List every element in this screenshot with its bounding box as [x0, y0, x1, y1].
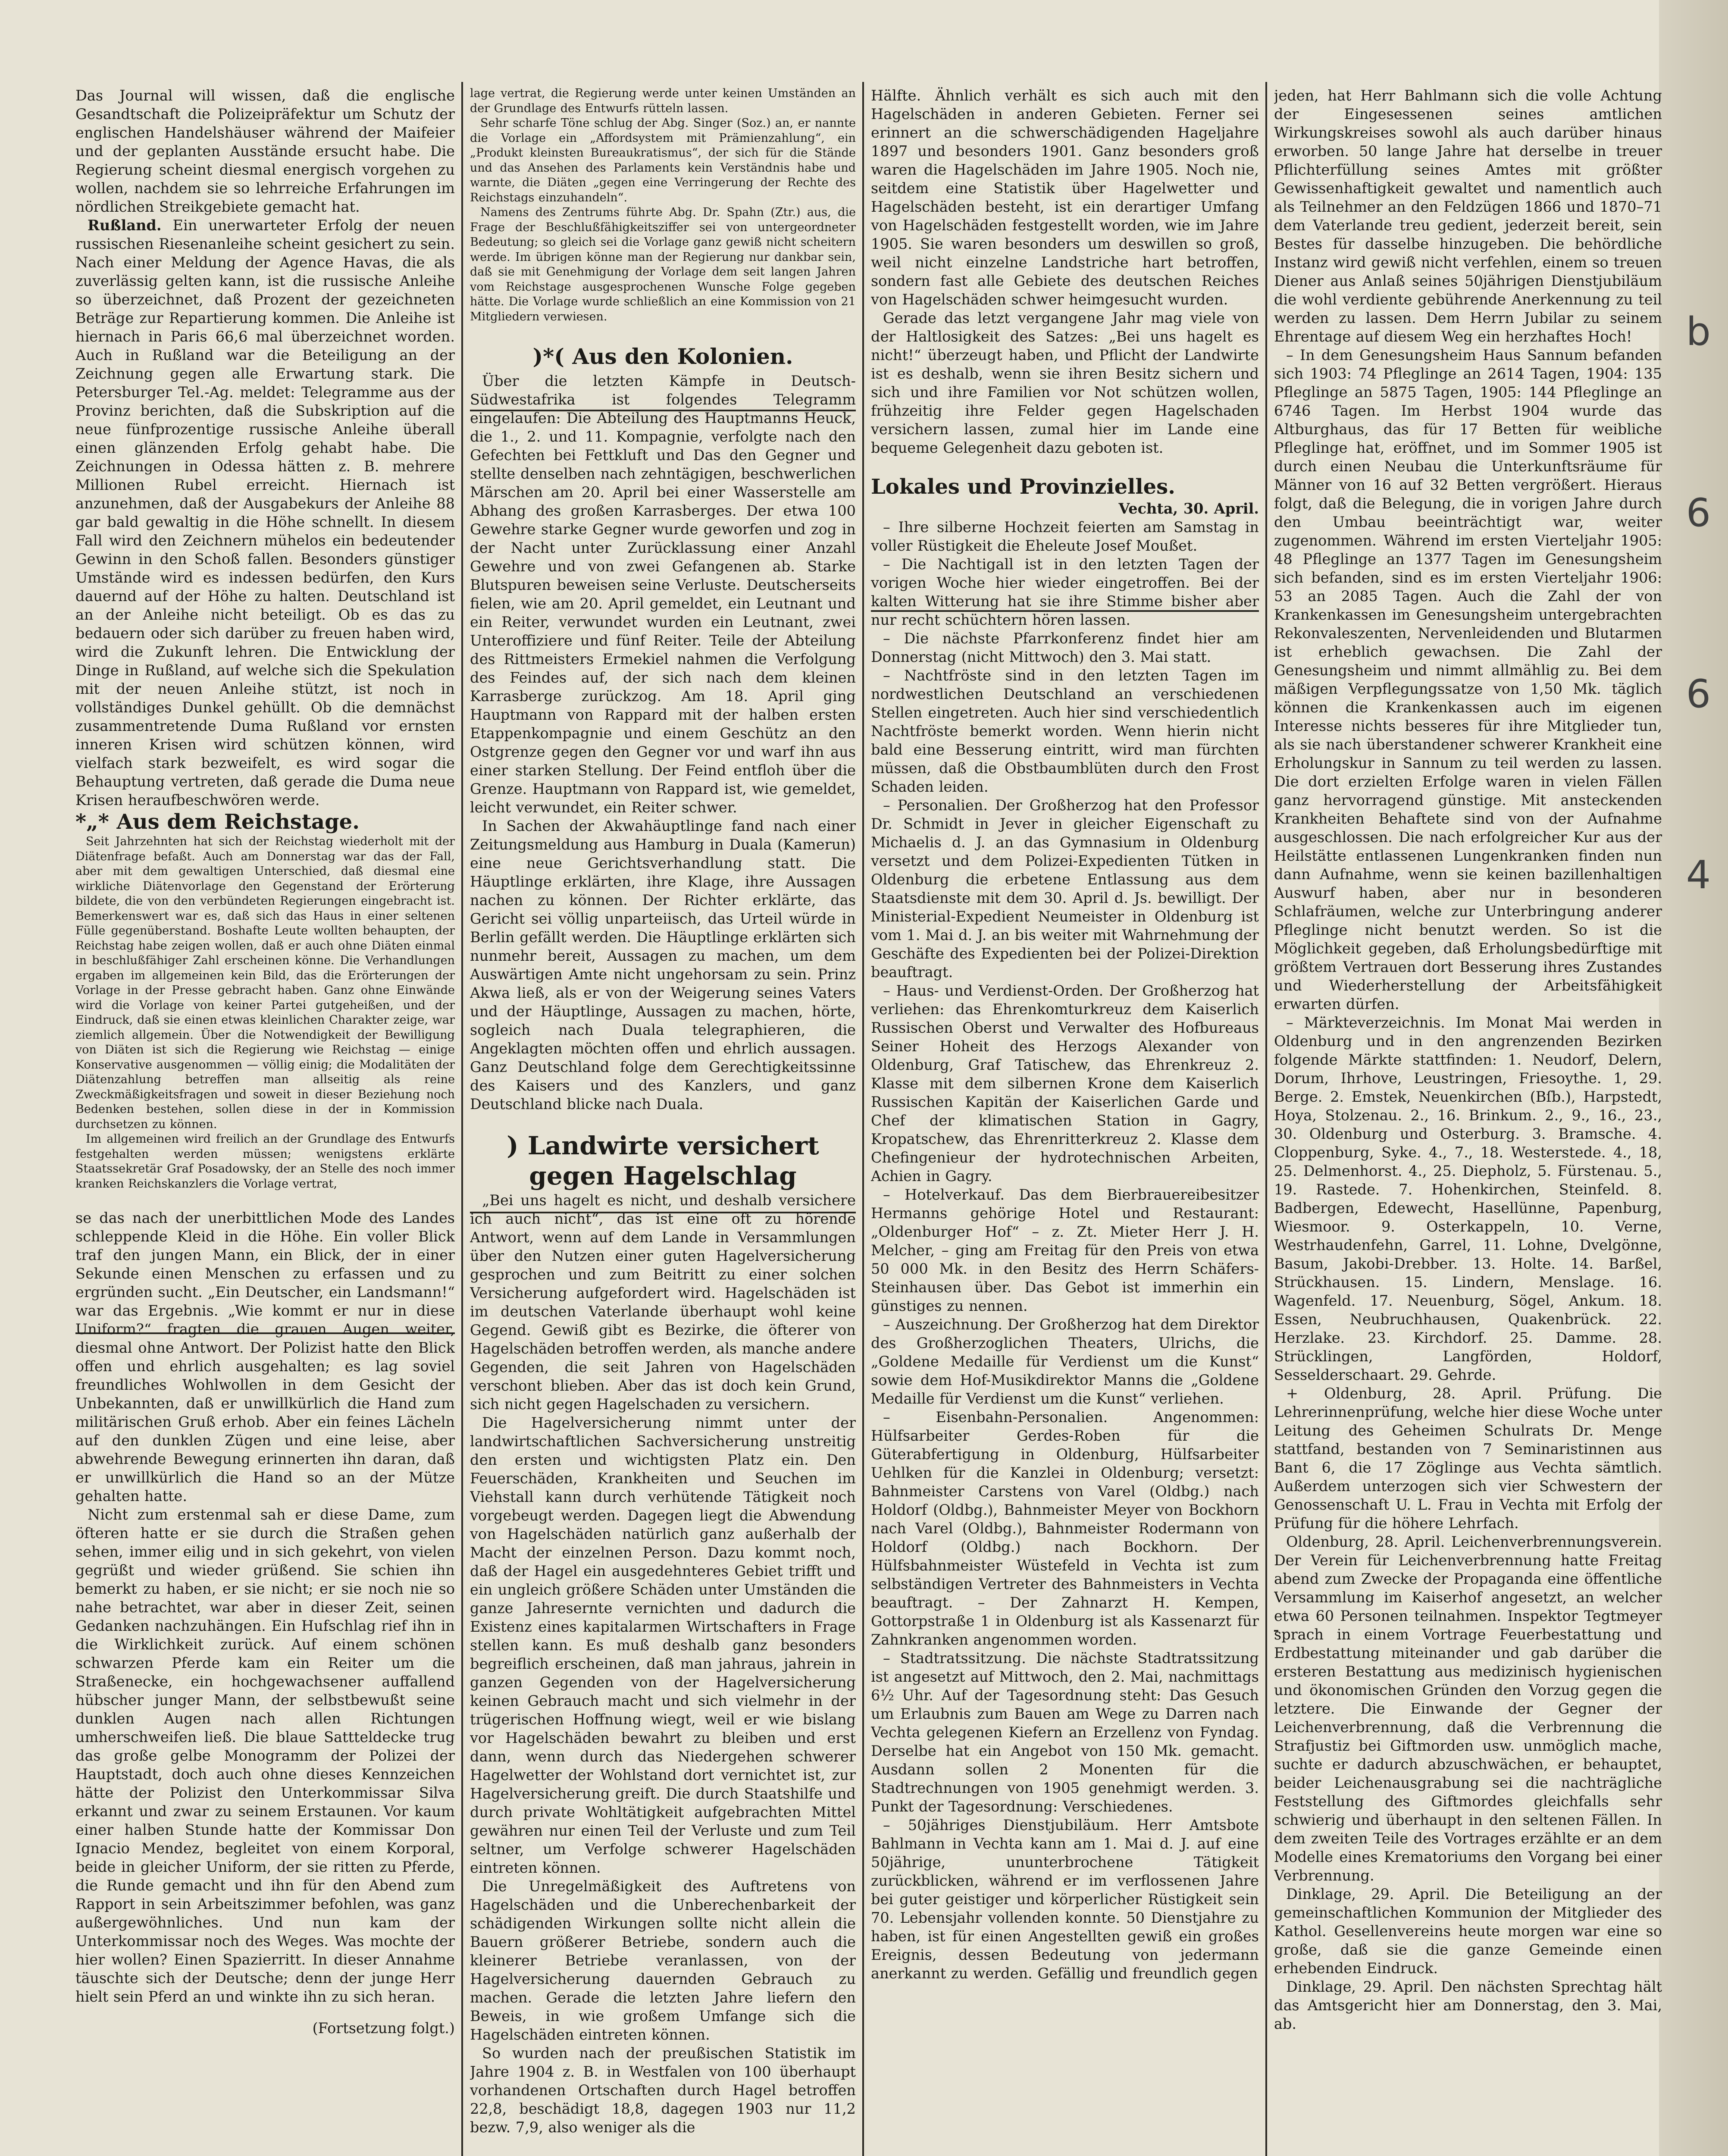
news-item: + Oldenburg, 28. April. Prüfung. Die Lehrerinnenprüfung, welche hier diese Woche unter Leitung des Geheimen Schulrats Dr. Menge stattfand, bestanden von 7 Seminaristinnen aus Bant 6, die 17 Zöglinge aus Vechta sämtlich. Außerdem unterzogen sich vier Schwestern der Genossenschaft U. L. Frau in Vechta mit Erfolg der Prüfung für die höhere Lehrfach. [1274, 1385, 1662, 1532]
newspaper-page [75, 78, 1671, 2156]
column-4 [1274, 86, 1662, 2156]
article-paragraph: Das Journal will wissen, daß die englische Gesandtschaft die Polizeipräfektur um Schutz der englischen Handelshäuser während der Maifeier und der geplanten Ausstände ersucht habe. Die Regierung scheint diesmal energisch vorgehen zu wollen, nachdem sie so lehrreiche Erfahrungen im nördlichen Streikgebiete gemacht hat. [75, 87, 455, 215]
news-item: Dinklage, 29. April. Den nächsten Sprechtag hält das Amtsgericht hier am Donnerstag, den 3. Mai, ab. [1274, 1978, 1662, 2032]
column-3 [871, 86, 1259, 2156]
column-1 [75, 86, 455, 2156]
section-heading: *„* Aus dem Reichstage. [75, 810, 360, 834]
article-paragraph: Seit Jahrzehnten hat sich der Reichstag wiederholt mit der Diätenfrage befaßt. Auch am Donnerstag war das der Fall, aber mit dem gewaltigen Unterschied, daß diesmal eine wirkliche Diätenvorlage den Gegenstand der Erörterung bildete, die von den verbündeten Regierungen eingebracht ist. Bemerkenswert war es, daß sich das Haus in einer seltenen Fülle gegenüberstand. Boshafte Leute wollten behaupten, der Reichstag habe zeigen wollen, daß er auch ohne Diäten einmal in beschlußfähiger Zahl erscheinen könne. Die Verhandlungen ergaben im allgemeinen kein Bild, das die Erörterungen der Vorlage in der Presse gebracht haben. Ganz ohne Einwände wird die Vorlage von keiner Partei gutgeheißen, und der Eindruck, daß sie einen etwas kleinlichen Charakter zeige, war ziemlich allgemein. Über die Notwendigkeit der Bewilligung von Diäten ist sich die Regierung wie Reichstag — einige Konservative ausgenommen — völlig einig; die Modalitäten der Diätenzahlung betreffen man allseitig als reine Zweckmäßigkeitsfragen und soweit in dieser Beziehung noch Bedenken bestehen, sollen diese in der in Kommission durchsetzen zu können. [75, 835, 455, 1131]
article-paragraph: „Bei uns hagelt es nicht, und deshalb versichere ich auch nicht“, das ist eine oft zu hörende Antwort, wenn auf dem Lande in Versammlungen über den Nutzen einer guten Hagelversicherung gesprochen und zum Beitritt zu einer solchen Versicherung aufgefordert wird. Hagelschäden ist im deutschen Vaterlande überhaupt wohl keine Gegend. Gewiß gibt es Bezirke, die öfterer von Hagelschäden betroffen werden, als manche andere Gegenden, die seit Jahren von Hagelschäden verschont blieben. Aber das ist doch kein Grund, sich nicht gegen Hagelschaden zu versichern. [470, 1192, 856, 1413]
news-item: Oldenburg, 28. April. Leichenverbrennungsverein. Der Verein für Leichenverbrennung hatte Freitag abend zum Zwecke der Propaganda eine öffentliche Versammlung im Kaiserhof angesetzt, an welcher etwa 60 Personen teilnahmen. Inspektor Tegtmeyer sprach in einem Vortrage Feuerbestattung und Erdbestattung miteinander und gab darüber die ersteren Bestattung aus medizinisch hygienischen und ökonomischen Gründen den Vorzug gegen die letztere. Die Einwande der Gegner der Leichenverbrennung, daß die Verbrennung die Strafjustiz bei Giftmorden usw. unmöglich mache, suchte er dadurch abzuschwächen, er behauptet, beider Leichenausgrabung sei die nachträgliche Feststellung des Giftmordes gleichfalls sehr schwierig und überhaupt in den seltenen Fällen. In dem zweiten Teile des Vortrages erzählte er an dem Modelle eines Krematoriums den Vorgang bei einer Verbrennung. [1274, 1533, 1662, 1884]
article-paragraph: Die Unregelmäßigkeit des Auftretens von Hagelschäden und die Unberechenbarkeit der schädigenden Wirkungen sollte nicht allein die Bauern größerer Betriebe, sondern auch die kleinerer Betriebe veranlassen, von der Hagelversicherung dauernden Gebrauch zu machen. Gerade die letzten Jahre liefern den Beweis, in wie großem Umfange sich die Hagelschäden eintreten können. [470, 1878, 856, 2043]
news-item: Dinklage, 29. April. Die Beteiligung an der gemeinschaftlichen Kommunion der Mitglieder des Kathol. Gesellenvereins heute morgen war eine so große, daß sie die ganze Gemeinde einen erhebenden Eindruck. [1274, 1886, 1662, 1977]
news-item: – Nachtfröste sind in den letzten Tagen im nordwestlichen Deutschland an verschiedenen Stellen eingetreten. Auch hier sind verschiedentlich Nachtfröste bemerkt worden. Wenn hierin nicht bald eine Besserung eintritt, wird man fürchten müssen, daß die Obstbaumblüten durch den Frost Schaden leiden. [871, 667, 1259, 795]
news-item: – Stadtratssitzung. Die nächste Stadtratssitzung ist angesetzt auf Mittwoch, den 2. Mai, nachmittags 6½ Uhr. Auf der Tagesordnung steht: Das Gesuch um Erlaubnis zum Bauen am Wege zu Darren nach Vechta gelegenen Kiefern an Erzellenz von Fyndag. Derselbe hat ein Angebot von 150 Mk. gemacht. Ausdann sollen 2 Monenten für die Stadtrechnungen von 1905 genehmigt werden. 3. Punkt der Tagesordnung: Verschiedenes. [871, 1650, 1259, 1815]
article-paragraph: Ein unerwarteter Erfolg der neuen russischen Riesenanleihe scheint gesichert zu sein. Nach einer Meldung der Agence Havas, die als zuverlässig gelten kann, ist die russische Anleihe so überzeichnet, daß Prozent der gezeichneten Beträge zur Repartierung kommen. Die Anleihe ist hiernach in Paris 66,6 mal überzeichnet worden. Auch in Rußland war die Beteiligung an der Zeichnung gegen alle Erwartung stark. Die Petersburger Tel.-Ag. meldet: Telegramme aus der Provinz berichten, daß die Subskription auf die neue fünfprozentige russische Anleihe überall einen glänzenden Erfolg gehabt habe. Die Zeichnungen in Odessa hätten z. B. mehrere Millionen Rubel erreicht. Hiernach ist anzunehmen, daß der Ausgabekurs der Anleihe 88 gar bald gewaltig in die Höhe schnellt. In diesem Fall wird den Zeichnern mühelos ein bedeutender Gewinn in den Schoß fallen. Besonders günstiger Umstände wird es indessen bedürfen, den Kurs dauernd auf der Höhe zu halten. Deutschland ist an der Anleihe nicht beteiligt. Ob es das zu bedauern oder sich darüber zu freuen haben wird, wird die Zukunft lehren. Die Entwicklung der Dinge in Rußland, auf welche sich die Spekulation mit der neuen Anleihe stützt, ist noch in vollständiges Dunkel gehüllt. Ob die demnächst zusammentretende Duma Rußland vor ernsten inneren Krisen wird schützen können, wird vielfach stark bezweifelt, es wird sogar die Behauptung vertreten, daß gerade die Duma neue Krisen heraufbeschwören werde. [75, 217, 455, 808]
margin-mark: 6 [1686, 490, 1711, 536]
news-item: – 50jähriges Dienstjubiläum. Herr Amtsbote Bahlmann in Vechta kann am 1. Mai d. J. auf eine 50jährige, ununterbrochene Tätigkeit zurückblicken, während er im verflossenen Jahre bei guter geistiger und körperlicher Rüstigkeit sein 70. Lebensjahr vollenden konnte. 50 Dienstjahre zu haben, ist für einen Angestellten gewiß ein großes Ereignis, dessen Bedeutung von jedermann anerkannt zu werden. Gefällig und freundlich gegen [871, 1817, 1259, 1982]
section-heading: Lokales und Provinzielles. [871, 475, 1175, 499]
story-paragraph: Nicht zum erstenmal sah er diese Dame, zum öfteren hatte er sie durch die Straßen gehen sehen, immer eilig und in sich gekehrt, von vielen gegrüßt und wieder grüßend. Sie schien ihn bemerkt zu haben, er sie nicht; er sie noch nie so nahe betrachtet, war aber in dieser Zeit, seinen Gedanken nachzuhängen. Ein Hufschlag rief ihn in die Wirklichkeit zurück. Auf einem schönen schwarzen Pferde kam ein Reiter um die Straßenecke, ein hochgewachsener auffallend hübscher junger Mann, der selbstbewußt seine dunklen Augen nach allen Richtungen umherschweifen ließ. Die blaue Sattteldecke trug das große gelbe Monogramm der Polizei der Hauptstadt, doch auch ohne dieses Kennzeichen hätte der Polizist den Unterkommissar Silva erkannt und zwar zu seinem Erstaunen. Vor kaum einer halben Stunde hatte der Kommissar Don Ignacio Mendez, begleitet von einem Korporal, beide in gleicher Uniform, der sie ritten zu Pferde, die Runde gemacht und ihn für den Abend zum Rapport in sein Arbeitszimmer befohlen, was ganz außergewöhnliches. Und nun kam der Unterkommissar noch des Weges. Was mochte der hier wollen? Einen Spazierritt. In dieser Annahme täuschte sich der Deutsche; denn der junge Herr hielt sein Pferd an und winkte ihn zu sich heran. [75, 1506, 455, 2005]
margin-mark: 6 [1686, 671, 1711, 717]
dateline: Vechta, 30. April. [1118, 500, 1259, 517]
article-paragraph: Im allgemeinen wird freilich an der Grundlage des Entwurfs festgehalten werden müssen; wenigstens erklärte Staatssekretär Graf Posadowsky, der an Stelle des noch immer kranken Reichskanzlers die Vorlage vertrat, [75, 1132, 455, 1191]
article-paragraph: Gerade das letzt vergangene Jahr mag viele von der Haltlosigkeit des Satzes: „Bei uns hagelt es nicht!“ überzeugt haben, und Pflicht der Landwirte ist es deshalb, wenn sie ihren Besitz sichern und sich und ihre Familien vor Not schützen wollen, frühzeitig ihre Felder gegen Hagelschaden versichern lassen, zumal hier im Lande eine bequeme Gelegenheit dazu geboten ist. [871, 310, 1259, 456]
news-item: – Ihre silberne Hochzeit feierten am Samstag in voller Rüstigkeit die Eheleute Josef Moußet. [871, 519, 1259, 554]
margin-pencil-marks [1686, 241, 1711, 966]
news-item: – Personalien. Der Großherzog hat den Professor Dr. Schmidt in Jever in gleicher Eigenschaft zu Michaelis d. J. an das Gymnasium in Oldenburg versetzt und dem Polizei-Expedienten Tütken in Oldenburg die erbetene Entlassung aus dem Staatsdienste mit dem 30. April d. Js. bewilligt. Der Ministerial-Expedient Neumeister in Oldenburg ist vom 1. Mai d. J. an bis weiter mit Wahrnehmung der Geschäfte des Expedienten bei der Polizei-Direktion beauftragt. [871, 797, 1259, 981]
margin-mark: 4 [1686, 852, 1711, 898]
story-paragraph: se das nach der unerbittlichen Mode des Landes schleppende Kleid in die Höhe. Ein voller Blick traf den jungen Mann, ein Blick, der in einer Sekunde einen Menschen zu erfassen und zu ergründen sucht. „Ein Deutscher, ein Landsmann!“ war das Ergebnis. „Wie kommt er nur in diese Uniform?“ fragten die grauen Augen weiter, diesmal ohne Antwort. Der Polizist hatte den Blick offen und ehrlich ausgehalten; es lag soviel freundliches Wohlwollen in dem Gesicht der Unbekannten, daß er unwillkürlich die Hand zum militärischen Gruß erhob. Aber ein feines Lächeln auf den dunklen Zügen und eine leise, aber abwehrende Bewegung erinnerten ihn daran, daß er unwillkürlich die Hand so an der Mütze gehalten hatte. [75, 1210, 455, 1504]
news-item: – Märkteverzeichnis. Im Monat Mai werden in Oldenburg und in den angrenzenden Bezirken folgende Märkte stattfinden: 1. Neudorf, Delern, Dorum, Ihrhove, Leustringen, Friesoythe. 1, 29. Berge. 2. Emstek, Neuenkirchen (Bſb.), Harpstedt, Hoya, Stolzenau. 2., 16. Brinkum. 2., 9., 16., 23., 30. Oldenburg und Osterburg. 3. Bramsche. 4. Cloppenburg, Syke. 4., 7., 18. Westerstede. 4., 18, 25. Delmenhorst. 4., 25. Diepholz, 5. Fürstenau. 5., 19. Rastede. 7. Hohenkirchen, Steinfeld. 8. Badbergen, Edewecht, Hasellünne, Papenburg, Wiesmoor. 9. Osterkappeln, 10. Verne, Westrhaudenfehn, Garrel, 11. Lohne, Dvelgönne, Basum, Jakobi-Drebber. 13. Holte. 14. Barßel, Strückhausen. 15. Lindern, Menslage. 16. Wagenfeld. 17. Neuenburg, Sögel, Ankum. 18. Essen, Neubruchhausen, Quakenbrück. 22. Herzlake. 23. Kirchdorf. 25. Damme. 28. Strücklingen, Langförden, Holdorf, Sesselderschaart. 29. Gehrde. [1274, 1014, 1662, 1383]
article-paragraph: Sehr scharfe Töne schlug der Abg. Singer (Soz.) an, er nannte die Vorlage ein „Affordsystem mit Prämienzahlung“, ein „Produkt kleinsten Bureaukratismus“, der sich für die Stände und das Ansehen des Parlaments kein Verständnis habe und warnte, die Diäten „gegen eine Verringerung der Rechte des Reichstags einzuhandeln“. [470, 116, 856, 204]
article-paragraph: Die Hagelversicherung nimmt unter der landwirtschaftlichen Sachversicherung unstreitig den ersten und wichtigsten Platz ein. Den Feuerschäden, Krankheiten und Seuchen im Viehstall kann durch verhütende Tätigkeit noch vorgebeugt werden. Dagegen liegt die Abwendung von Hagelschäden natürlich ganz außerhalb der Macht der einzelnen Person. Dazu kommt noch, daß der Hagel ein ausgedehnteres Gebiet trifft und ein ungleich größere Schäden unter Umständen die ganze Jahresernte vernichten und dadurch die Existenz eines kapitalarmen Wirtschafters in Frage stellen kann. Es muß deshalb ganz besonders begreiflich erscheinen, daß man jahraus, jahrein in ganzen Gegenden von der Hagelversicherung keinen Gebrauch macht und sich vielmehr in der trügerischen Hoffnung wiegt, weil er wie bislang vor Hagelschäden bewahrt zu bleiben und erst dann, wenn durch das Niedergehen schwerer Hagelwetter der Wohlstand dort vernichtet ist, zur Hagelversicherung greift. Die durch Staatshilfe und durch private Wohltätigkeit aufgebrachten Mittel gewähren nur einen Teil der Verluste und zum Teil seltner, um Verfolge schwerer Hagelschäden eintreten können. [470, 1414, 856, 1876]
article-paragraph: Namens des Zentrums führte Abg. Dr. Spahn (Ztr.) aus, die Frage der Beschlußfähigkeitsziffer sei von untergeordneter Bedeutung; so gleich sei die Vorlage ganz gewiß nicht scheitern werde. Im übrigen könne man der Regierung nur dankbar sein, daß sie mit Genehmigung der Vorlage dem seit langen Jahren vom Reichstage ausgesprochenen Wunsche Folge gegeben hätte. Die Vorlage wurde schließlich an eine Kommission von 21 Mitgliedern verwiesen. [470, 206, 856, 323]
news-item: – Die nächste Pfarrkonferenz findet hier am Donnerstag (nicht Mittwoch) den 3. Mai statt. [871, 630, 1259, 665]
news-item: – Haus- und Verdienst-Orden. Der Großherzog hat verliehen: das Ehrenkomturkreuz dem Kaiserlich Russischen Oberst und Verwalter des Hofbureaus Seiner Hoheit des Herzogs Alexander von Oldenburg, Graf Tatischew, das Ehrenkreuz 2. Klasse mit dem silbernen Krone dem Kaiserlich Russischen Kapitän der Kaiserlichen Garde und Chef der klimatischen Station in Gagry, Kropatschew, das Ehrenritterkreuz 2. Klasse dem Chefingenieur der hydrotechnischen Arbeiten, Achien in Gagry. [871, 982, 1259, 1185]
news-item: jeden, hat Herr Bahlmann sich die volle Achtung der Eingesessenen seines amtlichen Wirkungskreises sowohl als auch darüber hinaus erworben. 50 lange Jahre hat derselbe in treuer Pflichterfüllung seines Amtes mit größter Gewissenhaftigkeit gewaltet und namentlich auch als Teilnehmer an den Feldzügen 1866 und 1870–71 dem Vaterlande treu gedient, jederzeit bereit, sein Bestes für dasselbe hinzugeben. Die behördliche Instanz wird gewiß nicht verfehlen, einem so treuen Diener aus Anlaß seines 50jährigen Dienstjubiläum die wohl verdiente gebührende Anerkennung zu teil werden zu lassen. Dem Herrn Jubilar zu seinem Ehrentage auf diesem Weg ein herzhaftes Hoch! [1274, 87, 1662, 345]
article-paragraph: In Sachen der Akwahäuptlinge fand nach einer Zeitungsmeldung aus Hamburg in Duala (Kamerun) eine neue Gerichtsverhandlung statt. Die Häuptlinge erklärten, ihre Klage, ihre Aussagen nachen zu können. Der Richter erklärte, das Gericht sei völlig unparteiisch, das Urteil würde in Berlin gefällt werden. Die Häuptlinge erklärten sich nunmehr bereit, Aussagen zu machen, um dem Auswärtigen Amte nicht ungehorsam zu sein. Prinz Akwa ließ, als er von der Weigerung seines Vaters und der Häuptlinge, Aussagen zu machen, hörte, sogleich nach Duala telegraphieren, die Angeklagten möchten offen und ehrlich aussagen. Ganz Deutschland folge dem Gerechtigkeitssinne des Kaisers und des Kanzlers, und ganz Deutschland blicke nach Duala. [470, 818, 856, 1112]
column-rule [1265, 82, 1267, 2156]
section-heading: ) Landwirte versichert gegen Hagelschlag [507, 1131, 819, 1191]
column-rule [862, 82, 864, 2156]
news-item: – In dem Genesungsheim Haus Sannum befanden sich 1903: 74 Pfleglinge an 2614 Tagen, 1904: 135 Pfleglinge an 5875 Tagen, 1905: 144 Pfleglinge an 6746 Tagen. Im Herbst 1904 wurde das Altburghaus, das für 17 Betten für weibliche Pfleglinge hat, eröffnet, und im Sommer 1905 ist durch einen Neubau die Unterkunftsräume für Männer von 16 auf 32 Betten vergrößert. Hieraus folgt, daß die Belegung, die in vorigen Jahre durch den Umbau beeinträchtigt war, weiter zugenommen. Während im ersten Vierteljahr 1905: 48 Pfleglinge an 1377 Tagen im Genesungsheim sich befanden, sind es im ersten Vierteljahr 1906: 53 an 2085 Tagen. Auch die Zahl der von Krankenkassen im Genesungsheim untergebrachten Rekonvaleszenten, Nervenleidenden und Blutarmen ist erheblich gewachsen. Die Zahl der Genesungsheim und nimmt allmählig zu. Bei dem mäßigen Verpflegungssatze von 1,50 Mk. täglich können die Krankenkassen auch im eigenen Interesse nichts besseres für ihre Mitglieder tun, als sie nach überstandener schwerer Krankheit eine Erholungskur in Sannum zu teil werden zu lassen. Die dort erzielten Erfolge waren in vielen Fällen ganz hervorragend günstige. Mit ansteckenden Krankheiten Behaftete sind von der Aufnahme ausgeschlossen. Die nach erfolgreicher Kur aus der Heilstätte entlassenen Lungenkranken finden nun dann Aufnahme, wenn sie keinen bazillenhaltigen Auswurf haben, aber nur in besonderen Schlafräumen, welche zur Unterbringung anderer Pfleglinge nicht benutzt werden. So ist die Möglichkeit gegeben, daß Erholungsbedürftige mit größtem Vertrauen dort Besserung ihres Zustandes und Wiederherstellung der Arbeitsfähigkeit erwarten dürfen. [1274, 347, 1662, 1012]
article-paragraph: lage vertrat, die Regierung werde unter keinen Umständen an der Grundlage des Entwurfs rütteln lassen. [470, 87, 856, 115]
news-item: – Auszeichnung. Der Großherzog hat dem Direktor des Großherzoglichen Theaters, Ulrichs, die „Goldene Medaille für Verdienst um die Kunst“ sowie dem Hof-Musikdirektor Manns die „Goldene Medaille für Verdienst um die Kunst“ verliehen. [871, 1316, 1259, 1407]
continuation-note: (Fortsetzung folgt.) [312, 2020, 455, 2037]
article-paragraph: Über die letzten Kämpfe in Deutsch-Südwestafrika ist folgendes Telegramm eingelaufen: Die Abteilung des Hauptmanns Heuck, die 1., 2. und 11. Kompagnie, verfolgte nach den Gefechten bei Fettkluft und Das den Gegner und stellte denselben nach zehntägigen, beschwerlichen Märschen am 20. April bei einer Wasserstelle am Abhang des großen Karrasberges. Der etwa 100 Gewehre starke Gegner wurde geworfen und zog in der Nacht unter Zurücklassung einer Anzahl Gewehre und von zwei Gefangenen ab. Starke Blutspuren beweisen seine Verluste. Deutscherseits fielen, wie am 20. April gemeldet, ein Leutnant und ein Reiter, verwundet wurden ein Leutnant, zwei Unteroffiziere und fünf Reiter. Teile der Abteilung des Rittmeisters Ermekiel nahmen die Verfolgung des Feindes auf, der sich nach dem kleinen Karrasberge zurückzog. Am 18. April ging Hauptmann von Rappard mit der halben ersten Etappenkompagnie und einem Geschütz an den Ostgrenze gegen den Gegner vor und warf ihn aus einer starken Stellung. Der Feind entfloh über die Grenze. Hauptmann von Rappard ist, wie gemeldet, leicht verwundet, ein Reiter schwer. [470, 373, 856, 816]
column-2 [470, 86, 856, 2156]
article-paragraph: So wurden nach der preußischen Statistik im Jahre 1904 z. B. in Westfalen von 100 überhaupt vorhandenen Ortschaften durch Hagel betroffen 22,8, beschädigt 18,8, dagegen 1903 nur 11,2 bezw. 7,9, also weniger als die [470, 2045, 856, 2136]
article-paragraph: Hälfte. Ähnlich verhält es sich auch mit den Hagelschäden in anderen Gebieten. Ferner sei erinnert an die schwerschädigenden Hageljahre 1897 und besonders 1901. Ganz besonders groß waren die Hagelschäden im Jahre 1905. Noch nie, seitdem eine Statistik über Hagelwetter und Hagelschäden besteht, ist ein derartiger Umfang von Hagelschäden festgestellt worden, wie im Jahre 1905. Sie waren besonders um deswillen so groß, weil nicht einzelne Landstriche hart betroffen, sondern fast alle Gebiete des deutschen Reiches von Hagelschäden schwer heimgesucht wurden. [871, 87, 1259, 308]
news-item: – Eisenbahn-Personalien. Angenommen: Hülfsarbeiter Gerdes-Roben für die Güterabfertigung in Oldenburg, Hülfsarbeiter Uehlken für die Kanzlei in Oldenburg; versetzt: Bahnmeister Carstens von Varel (Oldbg.) nach Holdorf (Oldbg.), Bahnmeister Meyer von Bockhorn nach Varel (Oldbg.), Bahnmeister Rodermann von Holdorf (Oldbg.) nach Bockhorn. Der Hülfsbahnmeister Wüstefeld in Vechta ist zum selbständigen Vertreter des Bahnmeisters in Vechta beauftragt. – Der Zahnarzt H. Kempen, Gottorpstraße 1 in Oldenburg ist als Kassenarzt für Zahnkranken angenommen worden. [871, 1409, 1259, 1648]
section-label: Rußland. [88, 217, 162, 234]
news-item: – Hotelverkauf. Das dem Bierbrauereibesitzer Hermanns gehörige Hotel und Restaurant: „Oldenburger Hof“ – z. Zt. Mieter Herr J. H. Melcher, – ging am Freitag für den Preis von etwa 50 000 Mk. in den Besitz des Herrn Schäfers-Steinhausen über. Das Gebot ist immerhin ein günstiges zu nennen. [871, 1186, 1259, 1314]
news-item: – Die Nachtigall ist in den letzten Tagen der vorigen Woche hier wieder eingetroffen. Bei der kalten Witterung hat sie ihre Stimme bisher aber nur recht schüchtern hören lassen. [871, 556, 1259, 628]
section-heading: )*( Aus den Kolonien. [532, 344, 793, 369]
margin-mark: b [1686, 309, 1711, 354]
column-rule [461, 82, 463, 2156]
